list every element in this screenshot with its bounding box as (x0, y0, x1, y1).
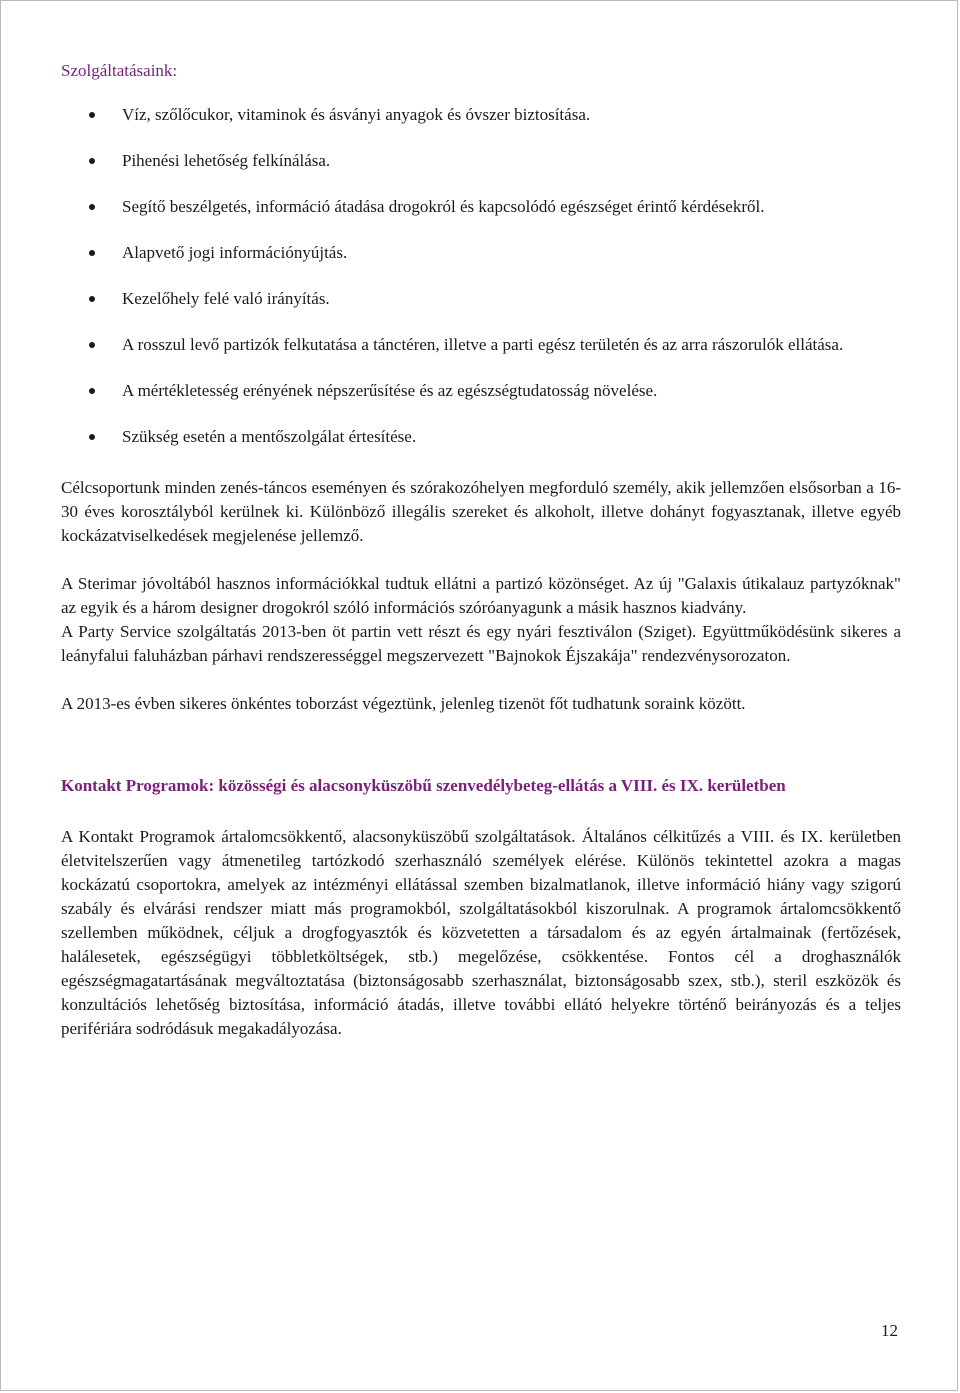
bullet-icon (89, 342, 95, 348)
bullet-icon (89, 434, 95, 440)
party-service-paragraph: A Party Service szolgáltatás 2013-ben öt partin vett részt és egy nyári fesztiválon (Sziget). Együttműködésünk sikeres a leányfalui faluházban párhavi rendszerességgel megszervezett "Bajnokok Éjszakája" rendezvénysorozaton. (61, 622, 901, 665)
volunteers-paragraph: A 2013-es évben sikeres önkéntes toborzást végeztünk, jelenleg tizenöt főt tudhatunk soraink között. (61, 694, 746, 713)
page-number: 12 (881, 1321, 898, 1340)
list-item: Segítő beszélgetés, információ átadása drogokról és kapcsolódó egészséget érintő kérdésekről. (61, 195, 901, 219)
bullet-icon (89, 112, 95, 118)
services-list (61, 103, 901, 449)
bullet-icon (89, 204, 95, 210)
bullet-icon (89, 158, 95, 164)
bullet-icon (89, 296, 95, 302)
list-item: A rosszul levő partizók felkutatása a tánctéren, illetve a parti egész területén és az arra rászorulók ellátása. (61, 333, 901, 357)
bullet-icon (89, 250, 95, 256)
kontakt-heading: Kontakt Programok: közösségi és alacsonyküszöbű szenvedélybeteg-ellátás a VIII. és IX. kerületben (61, 776, 786, 795)
list-item: Pihenési lehetőség felkínálása. (61, 149, 901, 173)
sterimar-paragraph: A Sterimar jóvoltából hasznos információkkal tudtuk ellátni a partizó közönséget. Az új "Galaxis útikalauz partyzóknak" az egyik és a három designer drogokról szóló információs szóróanyagunk a másik hasznos kiadvány. (61, 574, 901, 617)
target-group-paragraph: Célcsoportunk minden zenés-táncos eseményen és szórakozóhelyen megforduló személy, akik jellemzően elsősorban a 16-30 éves korosztályból kerülnek ki. Különböző illegális szereket és alkoholt, illetve dohányt fogyasztanak, illetve egyéb kockázatviselkedések megjelenése jellemző. (61, 478, 901, 545)
list-item: Víz, szőlőcukor, vitaminok és ásványi anyagok és óvszer biztosítása. (61, 103, 901, 127)
bullet-icon (89, 388, 95, 394)
list-item: A mértékletesség erényének népszerűsítése és az egészségtudatosság növelése. (61, 379, 901, 403)
kontakt-paragraph: A Kontakt Programok ártalomcsökkentő, alacsonyküszöbű szolgáltatások. Általános célkitűzés a VIII. és IX. kerületben életvitelszerűen vagy átmenetileg tartózkodó szerhasználó személyek elérése. Különös tekintettel azokra a magas kockázatú csoportokra, amelyek az intézményi ellátással szemben bizalmatlanok, illetve információ hiány vagy szigorú szabály és elvárási rendszer miatt más programokból, szolgáltatásokból kiszorulnak. A programok ártalomcsökkentő szellemben működnek, céljuk a drogfogyasztók és közvetetten a társadalom és az egyén ártalmainak (fertőzések, halálesetek, egészségügyi többletköltségek, stb.) megelőzése, csökkentése. Fontos cél a droghasználók egészségmagatartásának megváltoztatása (biztonságosabb szerhasználat, biztonságosabb szex, stb.), steril eszközök és konzultációs lehetőség biztosítása, információ átadás, illetve további ellátó helyekre történő beirányozás és a teljes perifériára sodródásuk megakadályozása. (61, 827, 901, 1038)
page-content (61, 59, 901, 1041)
list-item: Alapvető jogi információnyújtás. (61, 241, 901, 265)
list-item: Szükség esetén a mentőszolgálat értesítése. (61, 425, 901, 449)
list-item: Kezelőhely felé való irányítás. (61, 287, 901, 311)
services-heading: Szolgáltatásaink: (61, 61, 178, 80)
